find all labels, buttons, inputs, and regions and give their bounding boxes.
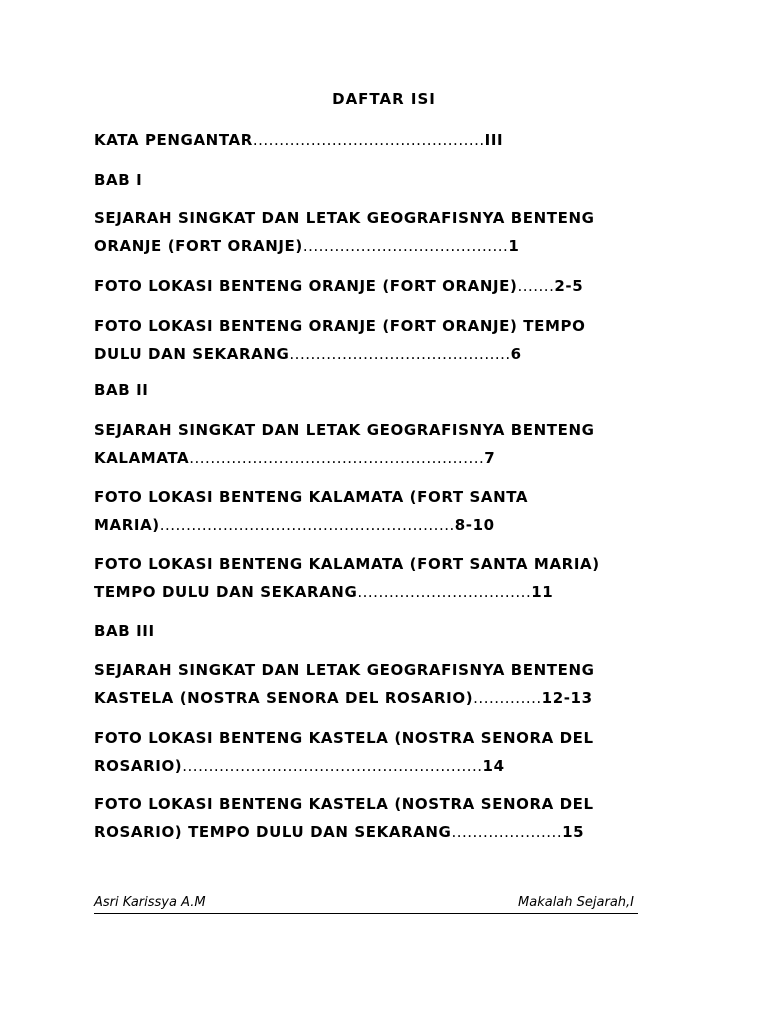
entry-text: FOTO LOKASI BENTENG KASTELA (NOSTRA SENORA DEL [94,729,594,747]
page-number: 2-5 [554,277,584,295]
page-title: DAFTAR ISI [332,90,436,108]
entry-kata-pengantar [94,126,503,154]
leader-dots: ........................................................ [159,516,455,534]
page-number: 6 [510,345,522,363]
entry-foto-kalamata-tempo [94,550,600,606]
entry-text-cont: TEMPO DULU DAN SEKARANG [94,583,358,601]
entry-text-cont: KASTELA (NOSTRA SENORA DEL ROSARIO) [94,689,474,707]
chapter-label: BAB I [94,171,143,189]
entry-text-cont: KALAMATA [94,449,190,467]
page-footer [94,893,638,914]
leader-dots: ..................... [451,823,563,841]
chapter-heading-bab-3 [94,617,155,645]
entry-foto-kalamata [94,483,528,539]
entry-text: FOTO LOKASI BENTENG ORANJE (FORT ORANJE) [94,277,518,295]
leader-dots: ........................................................ [189,449,485,467]
entry-foto-kastela [94,724,594,780]
entry-foto-oranje [94,272,583,300]
leader-dots: ......................................................... [182,757,483,775]
entry-sejarah-kastela [94,656,595,712]
chapter-label: BAB II [94,381,149,399]
entry-sejarah-kalamata [94,416,595,472]
entry-text-cont: ORANJE (FORT ORANJE) [94,237,303,255]
chapter-heading-bab-1 [94,166,142,194]
entry-text: KATA PENGANTAR [94,131,253,149]
entry-text: FOTO LOKASI BENTENG KASTELA (NOSTRA SENORA DEL [94,795,594,813]
entry-text-cont: DULU DAN SEKARANG [94,345,290,363]
entry-text: SEJARAH SINGKAT DAN LETAK GEOGRAFISNYA BENTENG [94,421,595,439]
leader-dots: ............. [473,689,542,707]
entry-foto-oranje-tempo [94,312,585,368]
footer-course: Makalah Sejarah,I [518,895,634,910]
entry-text-cont: MARIA) [94,516,160,534]
entry-text: SEJARAH SINGKAT DAN LETAK GEOGRAFISNYA BENTENG [94,209,595,227]
page-number: 7 [484,449,496,467]
page-number: 14 [482,757,505,775]
leader-dots: ....................................... [302,237,509,255]
entry-text-cont: ROSARIO) TEMPO DULU DAN SEKARANG [94,823,452,841]
page-number: 15 [562,823,585,841]
entry-text: FOTO LOKASI BENTENG KALAMATA (FORT SANTA MARIA) [94,555,600,573]
entry-text: FOTO LOKASI BENTENG KALAMATA (FORT SANTA [94,488,529,506]
leader-dots: ................................. [357,583,532,601]
footer-author: Asri Karissya A.M [94,895,206,910]
entry-sejarah-oranje [94,204,595,260]
page-number: 1 [508,237,520,255]
entry-text: SEJARAH SINGKAT DAN LETAK GEOGRAFISNYA BENTENG [94,661,595,679]
leader-dots: .......................................... [289,345,511,363]
page-number: 12-13 [541,689,593,707]
leader-dots: ............................................ [252,131,485,149]
entry-foto-kastela-tempo [94,790,594,846]
chapter-label: BAB III [94,622,155,640]
chapter-heading-bab-2 [94,376,148,404]
entry-text-cont: ROSARIO) [94,757,183,775]
entry-text: FOTO LOKASI BENTENG ORANJE (FORT ORANJE) TEMPO [94,317,586,335]
leader-dots: ....... [517,277,555,295]
page-number: III [484,131,504,149]
page-number: 8-10 [454,516,495,534]
page-number: 11 [531,583,554,601]
